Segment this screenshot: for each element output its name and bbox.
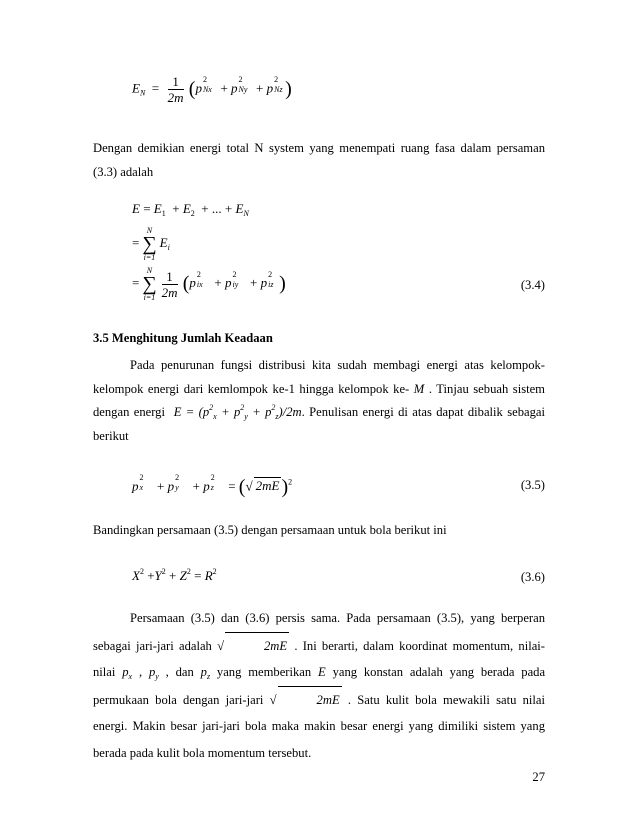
section-heading: 3.5 Menghitung Jumlah Keadaan [93, 331, 273, 345]
equation-3-5: p 2 x + p 2 y + p 2 z = (√ 2mE )$^2$ [132, 473, 293, 498]
equation-3-4-line-3: = N ∑ i=1 $\frac{1}{2m}$ (p 2 ix + p 2 iy + p 2 iz ) [132, 266, 286, 302]
paragraph-compare: Bandingkan persamaan (3.5) dengan persamaan untuk bola berikut ini [93, 523, 447, 537]
equation-number-3-6: (3.6) [520, 570, 545, 584]
equation-number-3-4: (3.4) [520, 278, 545, 292]
equation-3-4-line-2: = N ∑ i=1 $E_i$ [132, 226, 170, 262]
paragraph-sphere-interpretation: Persamaan (3.5) dan (3.6) persis sama. Pada persamaan (3.5), yang berperan sebagai jari-jari adalah √ 2mE . Ini berarti, dalam koordinat momentum, nilai-nilai $p_x$ , $p_y$ , dan $p_z$ yang memberikan E yang konstan adalah yang berada pada permukaan bola dengan jari-jari √ 2mE . Satu kulit bola mewakili satu nilai energi. Makin besar jari-jari bola maka makin besar energi yang dimiliki sistem yang berada pada kulit bola momentum tersebut. [93, 611, 546, 760]
equation-3-4-line-1: $E = E_1 + E_2$ + ... + $E_N$ [132, 201, 249, 218]
equation-energy-n: $E_N$ = $\frac{1}{2m}$ (p 2 Nx + p 2 Ny + p 2 Nz ) [132, 74, 292, 105]
page-number: 27 [532, 770, 545, 784]
equation-number-3-5: (3.5) [520, 478, 545, 492]
paragraph-distribution: Pada penurunan fungsi distribusi kita sudah membagi energi atas kelompok-kelompok energi dari kemlompok ke-1 hingga kelompok ke- M . Tinjau sebuah sistem dengan energi $E = (p^2_x + p^2_y + p^2_z)/2m$. Penulisan energi di atas dapat dibalik sebagai berikut [93, 358, 545, 443]
inline-energy-equation: $E = (p^2_x + p^2_y + p^2_z)/2m$ [173, 403, 302, 421]
equation-3-6: $X^2 +Y^2 + Z^2 = R^2$ [132, 567, 217, 583]
paragraph-total-energy: Dengan demikian energi total N system yang menempati ruang fasa dalam persaman (3.3) adalah [93, 141, 545, 179]
